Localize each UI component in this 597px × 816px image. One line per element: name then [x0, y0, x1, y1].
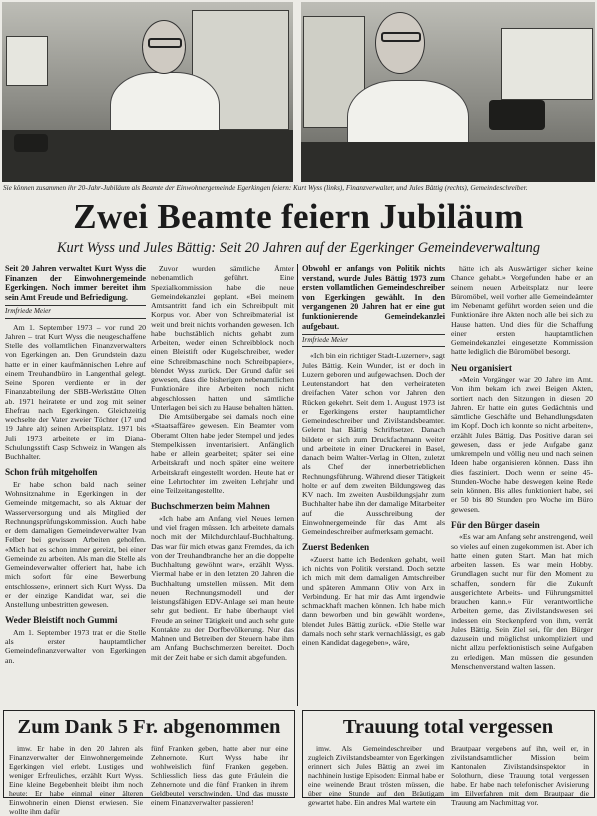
article-wyss-col1: [5, 264, 146, 706]
column-divider: [297, 264, 298, 706]
section-heading: Zuerst Bedenken: [302, 542, 370, 553]
body-paragraph: imw. Als Gemeindeschreiber und zugleich Zivilstandsbeamter von Egerkingen erinnert sich Jules Bättig an zwei im nachhinein lustige Episoden: Einmal habe er eine weinende Braut trösten müssen, die über eine Stunde auf den Bräutigam gewartet habe. Ein andres Mal wartete ein: [308, 744, 445, 807]
section-heading: Neu organisiert: [451, 362, 512, 373]
headline: Zwei Beamte feiern Jubiläum: [73, 197, 524, 236]
lead-paragraph: Obwohl er anfangs von Politik nichts verstand, wurde Jules Bättig 1973 zum ersten vollamtlichen Gemeindeschreiber von Egerkingen gewählt. In den vergangenen 20 Jahren hat er eine gut funktionierende Gemeindekanzlei aufgebaut.: [302, 264, 445, 331]
body-paragraph: hätte ich als Auswärtiger sicher keine Chance gehabt.» Vorgefunden habe er an seinem neuen Arbeitsplatz nur leere Büromöbel, weil vorher alle Gemeindeämter im Nebenamt geführt worden seien und die Funktionäre ihre Akten noch alle bei sich zu Hause hatten. Und dies für die Schaffung einer ersten hauptamtlichen Gemeindekanzlei eingesetzte Kommission hatte lediglich die Büromöbel besorgt.: [451, 264, 593, 357]
body-paragraph: «Mein Vorgänger war 20 Jahre im Amt. Von ihm bekam ich zwei Beigen Akten, sortiert nach den Sitzungen in diesen 20 Jahren. Er hatte ein gutes Gedächtnis und sämtliche Geschäfte und Behandlungsdaten im Kopf. Doch ich konnte so nicht arbeiten», erzählt Jules Bättig. Das Positive daran sei gewesen, dass er jede Aufgabe ganz umkrempeln und völlig neu und nach seinen Ideen habe organisieren können. Dass ihn dies fasziniert. Doch wenn er seine 45-Stunden-Woche habe deswegen keine Rede sein können. Bis alles funktioniert habe, sei er 50 bis 80 Stunden pro Woche im Büro gewesen.: [451, 375, 593, 514]
office-background: [301, 2, 595, 182]
body-paragraph: Er habe schon bald nach seiner Wohnsitznahme in Egerkingen in der Gemeinde mitgemacht, so als Aktuar der Wasserversorgung und als Mitglied der Rechnungsprüfungskommission. Auch habe er dem damaligen Gemeindeverwalter Ivan Felber bei gewissen Arbeiten geholfen. «Mich hat es schon immer gereizt, bei einer Gemeinde zu arbeiten. Als man die Stelle als Gemeindeverwalter offeriert hat, habe ich mich sofort für eine Bewerbung entschlossen», erinnert sich Kurt Wyss. Da er der einzige Kandidat war, sei die Anstellung unbestritten gewesen.: [5, 479, 146, 610]
body-paragraph: «Zuerst hatte ich Bedenken gehabt, weil ich nichts von Politik verstand. Doch setzte ich mich mit dem damaligen Amtschreiber und späteren Ammann Oliv von Arx in Verbindung. Er hat mir das Amt irgendwie schmackhaft machen können. Ich habe mich dann beworben und bin gewählt worden», blendet Jules Bättig zurück. «Die Stelle war damals noch sehr stark vernachlässigt, es gab einen Kandidat dagegeben», wäre,: [302, 554, 445, 648]
anecdote-text-wyss-right: [151, 744, 288, 807]
body-paragraph: «Ich bin ein richtiger Stadt-Luzerner», sagt Jules Bättig. Kein Wunder, ist er doch in Luzern geboren und aufgewachsen. Doch der Leutenstandort hat den verheirateten dreifachen Vater schon vor Jahren den Rücken gekehrt. Seit dem 1. August 1973 ist er Egerkingens erster hauptamtlicher Gemeindeschreiber und Zivilstandsbeamter. Gelernt hat Bättig Schriftsetzer. Danach bildete er sich zum Druckfachmann weiter und arbeitete in einer Druckerei in Basel, danach beim Walter-Verlag in Olten, zuletzt als Chef der innerbetrieblichen Rechnungsführung. Während dieser Tätigkeit holte er auf dem zweiten Bildungsweg das KV nach. Im zweiten Ausbildungsjahr zum Buchhalter habe ihn der damalige Mitarbeiter auf die Ausschreibung der Einwohnergemeinde für das Amt als Gemeindeschreiber aufmerksam gemacht.: [302, 351, 445, 537]
section-heading: Weder Bleistift noch Gummi: [5, 615, 118, 626]
body-paragraph: Brautpaar vergebens auf ihn, weil er, in zivilstandsamtlicher Mission beim Kantonalen Zivilstandsinspektor in Solothurn, diese Trauung total vergessen habe. Er habe nach telefonischer Avisierung im Eilverfahren mit dem Brautpaar die Trauung am Nachmittag vor.: [451, 744, 589, 807]
lead-paragraph: Seit 20 Jahren verwaltet Kurt Wyss die Finanzen der Einwohnergemeinde Egerkingen. Noch immer bereitet ihm sein Amt Freude und Befriedigung.: [5, 264, 146, 302]
body-paragraph: «Ich habe am Anfang viel Neues lernen und viel fragen müssen. Ich arbeitete damals noch mit der Milchdurchlauf-Buchhaltung. Das war für mich etwas ganz Fremdes, da ich von der Treuhandbranche her an die doppelte Buchhaltung gewöhnt war», erzählt Wyss. Viermal habe er in den letzten 20 Jahren die Buchhaltung umstellen müssen. Mit dem neuen Rechnungsmodell und der leistungsfähigen EDV-Anlage sei man heute sehr gut bedient. Er habe überhaupt viel Freude an seiner Tätigkeit und auch sehr gute Kontakte zu der Dorfbevölkerung. Nur das Mahnen und Betreiben der Steuern habe ihm am Anfang Buchschmerzen bereitet. Doch mit der Zeit habe er sich damit abgefunden.: [151, 513, 294, 662]
office-background: [2, 2, 293, 182]
anecdote-title-baettig: Trauung total vergessen: [342, 716, 554, 738]
section-heading: Schon früh mitgeholfen: [5, 467, 98, 478]
subheadline: Kurt Wyss und Jules Bättig: Seit 20 Jahren auf der Egerkinger Gemeindeverwaltung: [57, 240, 540, 256]
body-paragraph: imw. Er habe in den 20 Jahren als Finanzverwalter der Einwohnergemeinde Egerkingen viel erlebt. Lustiges und weniger Erfreuliches, erzählt Kurt Wyss. Eine kleine Begebenheit bleibt ihm noch heute: Er habe einmal einer älteren Einwohnerin einen Dienst erwiesen. Sie wollte ihm dafür: [9, 744, 143, 816]
author-byline: Irmfriede Meier: [5, 305, 146, 318]
anecdote-text-baettig-right: [451, 744, 589, 807]
author-byline: Irmfriede Meier: [302, 334, 445, 347]
section-heading: Buchschmerzen beim Mahnen: [151, 501, 270, 512]
photo-jules-baettig: [301, 2, 595, 182]
section-heading: Für den Bürger dasein: [451, 519, 540, 530]
body-paragraph: fünf Franken geben, hatte aber nur eine Zehnernote. Kurt Wyss habe ihr wohlweislich fünf Franken gegeben. Schliesslich liess das gute Fräulein die Zehnernote und die fünf Franken in ihrem Geldbeutel verschwinden. Und das musste einem Finanzverwalter passieren!: [151, 744, 288, 807]
photo-caption: Sie können zusammen ihr 20-Jahr-Jubiläum als Beamte der Einwohnergemeinde Egerkingen feiern: Kurt Wyss (links), Finanzverwalter, und Jules Bättig (rechts), Gemeindeschreiber.: [3, 184, 528, 192]
body-paragraph: Am 1. September 1973 trat er die Stelle als erster hauptamtlicher Gemeindefinanzverwalter von Egerkingen an.: [5, 627, 146, 665]
article-baettig-col2: [451, 264, 593, 706]
article-baettig-col1: [302, 264, 445, 706]
anecdote-text-baettig-left: [308, 744, 445, 807]
photo-kurt-wyss: [2, 2, 293, 182]
anecdote-text-wyss-left: [9, 744, 143, 816]
anecdote-title-wyss: Zum Dank 5 Fr. abgenommen: [17, 716, 281, 738]
body-paragraph: Am 1. September 1973 – vor rund 20 Jahren – trat Kurt Wyss die neugeschaffene Stelle des vollamtlichen Finanzverwalters von Egerkingen an. Den Grundstein dazu hatte er in einer kaufmännischen Lehre auf einem Treuhandbüro in Langenthal gelegt. Seine Sporen verdiente er in der Finanzabteilung der SBB-Werkstätte Olten ab. 1971 heiratete er und zog mit seiner Ehefrau nach Egerkingen. Gleichzeitig wechselte der Vater zweier Töchter (17 und 19 Jahre alt) seinen Arbeitsplatz. 1971 bis Juli 1973 arbeitete er im Diana-Schulungsstift Casp Schweiz in Wangen als Buchhalter.: [5, 322, 146, 462]
body-paragraph: Zuvor wurden sämtliche Ämter nebenamtlich geführt. Eine Spezialkommission habe die neue Gemeindekanzlei geplant. «Bei meinem Amtsantritt fand ich ein Schreibpult mit Korpus vor. Aber von Schreibmaterial ist weit und breit nichts vorhanden gewesen. Ich habe buchstäblich nichts gehabt zum Arbeiten, weder einen Schreibblock noch einen Bleistift oder Kugelschreiber, weder eine Schreibmaschine noch Schreibpapier», blendet Wyss zurück. Der Grund dafür sei gewesen, dass die bisherigen nebenamtlichen Funktionäre ihre Arbeiten noch nicht abgeschlossen hatten und sämtliche Unterlagen bei sich zu Hause behalten hätten.: [151, 264, 294, 412]
article-wyss-col2: [151, 264, 294, 706]
body-paragraph: «Es war am Anfang sehr anstrengend, weil so vieles auf einen zugekommen ist. Aber ich hatte einen guten Start. Man hat mich arbeiten lassen. Es war mein Hobby. Grundlagen sucht nur für den Moment zu schaffen, sondern für die Zukunft ausgerichtete Arbeits- und Führungsmittel brauchen kann.» Für verantwortliche Arbeiten gerne, das Zivilstandswesen sei indessen ein Steckenpferd von ihm, verrät Jules Bättig. Sein Ziel sei, für den Bürger dazusein und möglichst unkompliziert und nicht allzu perfektionistisch seine Aufgaben zu erledigen. Man müssen die gesunden Menschenverstand walten lassen.: [451, 532, 593, 671]
body-paragraph: Die Amtsübergabe sei damals noch eine «Staatsaffäre» gewesen. Ein Beamter vom Oberamt Olten habe jeder Stempel und jedes Stempelkissen inventarisiert. Anfänglich habe er allein gearbeitet; später sei eine Arbeitskraft und noch später eine weitere Arbeitskraft eingestellt worden. Heute hat er eine Lehrtochter im zweiten Lehrjahr und eine Teilzeitangestellte.: [151, 412, 294, 495]
